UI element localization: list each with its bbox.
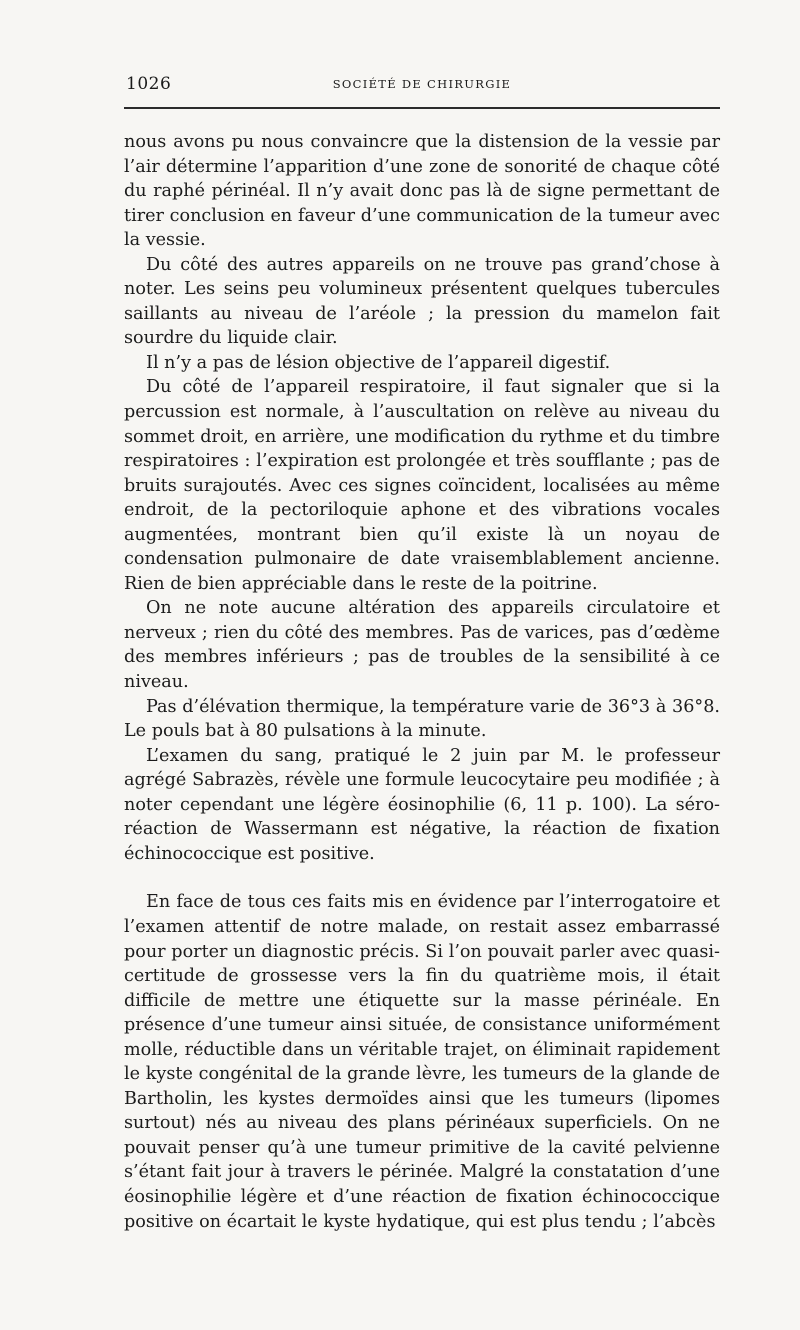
running-head: SOCIÉTÉ DE CHIRURGIE xyxy=(332,77,512,91)
paragraph-blood-exam: L’examen du sang, pratiqué le 2 juin par M. le professeur agrégé Sabrazès, révèle une formule leucocytaire peu modifiée ; à noter cependant une légère éosinophilie (6, 11 p. 100). La séro-réaction de Wassermann est négative, la réaction de fixation échinococcique est positive. xyxy=(124,745,720,864)
body-text xyxy=(124,130,720,1234)
paragraph-continuation: nous avons pu nous convaincre que la distension de la vessie par l’air détermine l’apparition d’une zone de sonorité de chaque côté du raphé périnéal. Il n’y avait donc pas là de signe permettant de tirer conclusion en faveur d’une communication de la tumeur avec la vessie. xyxy=(124,132,720,251)
book-page xyxy=(124,60,720,1310)
page-header xyxy=(124,60,720,94)
paragraph-diagnosis: En face de tous ces faits mis en évidence par l’interrogatoire et l’examen attentif de notre malade, on restait assez embarrassé pour porter un diagnostic précis. Si l’on pouvait parler avec quasi-certitude de grossesse vers la fin du quatrième mois, il était difficile de mettre une étiquette sur la masse périnéale. En présence d’une tumeur ainsi située, de consistance uniformément molle, réductible dans un véritable trajet, on éliminait rapidement le kyste congénital de la grande lèvre, les tumeurs de la glande de Bartholin, les kystes dermoïdes ainsi que les tumeurs (lipomes surtout) nés au niveau des plans périnéaux superficiels. On ne pouvait penser qu’à une tumeur primitive de la cavité pelvienne s’étant fait jour à travers le périnée. Malgré la constatation d’une éosinophilie légère et d’une réaction de fixation échinococcique positive on écartait le kyste hydatique, qui est plus tendu ; l’abcès xyxy=(124,892,720,1232)
paragraph-circulatory: On ne note aucune altération des appareils circulatoire et nerveux ; rien du côté des membres. Pas de varices, pas d’œdème des membres inférieurs ; pas de troubles de la sensibilité à ce niveau. xyxy=(124,598,720,693)
header-rule xyxy=(124,107,720,109)
paragraph-temperature: Pas d’élévation thermique, la température varie de 36°3 à 36°8. Le pouls bat à 80 pulsations à la minute. xyxy=(124,696,720,742)
paragraph-digestive: Il n’y a pas de lésion objective de l’appareil digestif. xyxy=(146,352,611,373)
paragraph-respiratory: Du côté de l’appareil respiratoire, il faut signaler que si la percussion est normale, à l’auscultation on relève au niveau du sommet droit, en arrière, une modification du rythme et du timbre respiratoires : l’expiration est prolongée et très soufflante ; pas de bruits surajoutés. Avec ces signes coïncident, localisées au même endroit, de la pectoriloquie aphone et des vibrations vocales augmentées, montrant bien qu’il existe là un noyau de condensation pulmonaire de date vraisemblablement ancienne. Rien de bien appréciable dans le reste de la poitrine. xyxy=(124,377,720,594)
paragraph-other-systems: Du côté des autres appareils on ne trouve pas grand’chose à noter. Les seins peu volumineux présentent quelques tubercules saillants au niveau de l’aréole ; la pression du mamelon fait sourdre du liquide clair. xyxy=(124,254,720,349)
page-number: 1026 xyxy=(126,74,172,94)
